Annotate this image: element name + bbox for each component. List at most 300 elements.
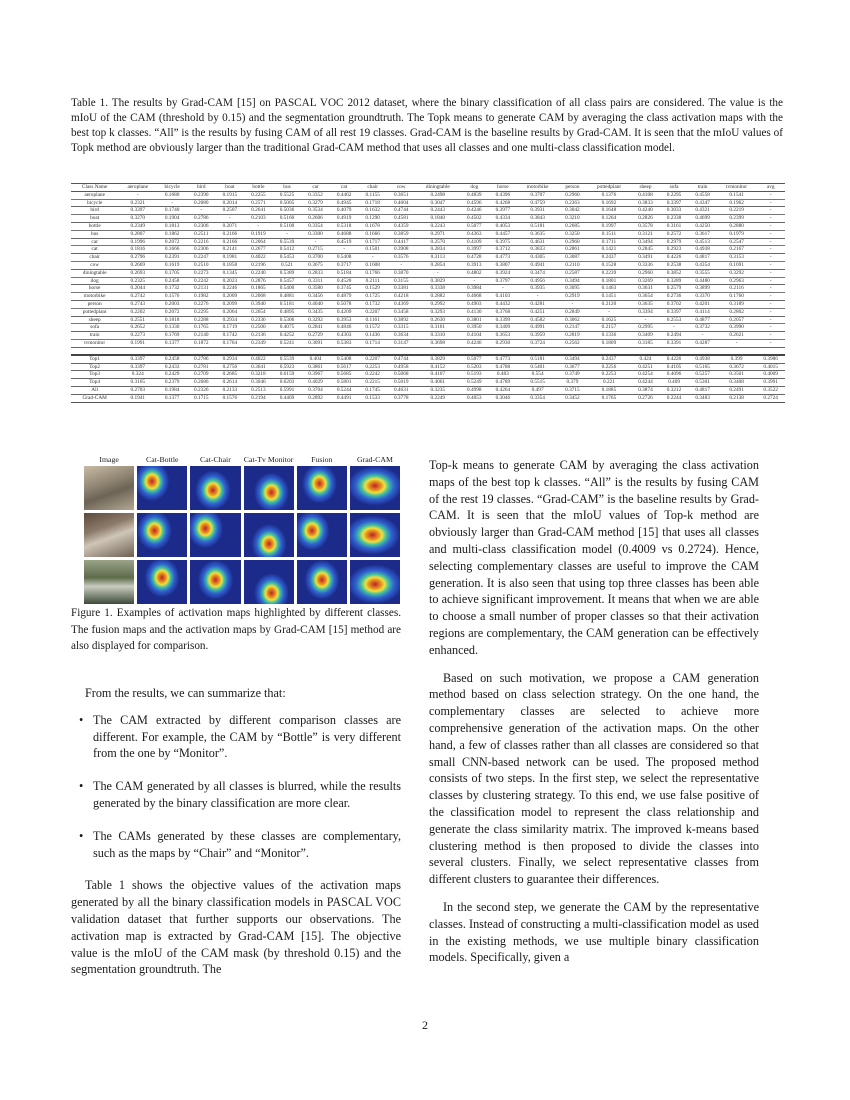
table-cell: 0.3397 [130, 207, 146, 214]
table-cell: 0.324 [131, 371, 144, 378]
table-row [71, 246, 785, 254]
table-cell: 0.5165 [695, 363, 710, 370]
table-cell: - [171, 199, 173, 206]
table-cell: 0.3095 [565, 285, 580, 292]
row-label: person [87, 300, 102, 307]
table-cell: 0.4096 [666, 371, 682, 378]
table-cell: 0.2321 [130, 199, 146, 206]
table-row [71, 300, 785, 308]
table-cell: 0.4107 [430, 371, 446, 378]
activation-map [190, 560, 240, 604]
table-cell: 0.2166 [222, 230, 238, 237]
table-cell: 0.2729 [308, 332, 323, 339]
table-cell: 0.3336 [638, 261, 653, 268]
table-cell: 0.2166 [222, 238, 238, 245]
table-cell: 0.2103 [251, 215, 266, 222]
table-cell: 0.4053 [467, 394, 482, 401]
table-cell: 0.3634 [393, 332, 409, 339]
column-header: bicycle [164, 184, 180, 190]
table-cell: 0.5068 [393, 371, 409, 378]
table-cell: 0.4699 [695, 215, 710, 222]
table-cell: 0.2131 [194, 285, 209, 292]
table-cell: 0.1705 [164, 269, 180, 276]
table-cell: 0.2243 [430, 222, 446, 229]
table-cell: 0.2306 [194, 222, 209, 229]
table-cell: 0.4009 [763, 371, 778, 378]
body-paragraph: Based on such motivation, we propose a CAM generation method based on class selection strategy. On the one hand, the complementary classes are selected to achieve more comprehensive generation of the activation maps. On the other hand, a few of classes rather than all classes are considered so that small CNN-based network can be used. The proposed method consists of two steps. In the first step, we select the representative classes by clustering strategy. To this end, we use false positive of the classification model to represent the class relationship and generate the class similarity matrix. The improved k-means based clustering method is then proposed to divide the classes into several clusters. Finally, we select representative classes from different clusters to guarantee their differences. [429, 670, 759, 887]
table-cell: 0.1161 [365, 316, 380, 323]
table-cell: 0.3397 [130, 355, 146, 362]
table-cell: 0.5181 [530, 355, 545, 362]
table-cell: 0.3165 [130, 379, 146, 386]
table-cell: 0.1996 [130, 238, 146, 245]
table-row [71, 277, 785, 285]
table-cell: 0.4246 [467, 207, 482, 214]
table-cell: 0.2249 [430, 394, 446, 401]
table-cell: 0.5515 [530, 379, 545, 386]
table-cell: 0.2110 [565, 261, 580, 268]
table-cell: 0.1529 [365, 285, 380, 292]
table-cell: - [769, 254, 772, 261]
table-cell: 0.2349 [130, 222, 146, 229]
row-label: bicycle [87, 199, 103, 206]
table-cell: 0.4846 [336, 324, 352, 331]
table-cell: 0.554 [531, 371, 544, 378]
table-cell: 0.3975 [495, 238, 511, 245]
table-cell: 0.2349 [251, 339, 266, 346]
column-header: sheep [639, 184, 652, 190]
table-cell: 0.2819 [565, 332, 580, 339]
table-cell: 0.2215 [365, 379, 380, 386]
table-cell: 0.2960 [565, 238, 580, 245]
table-cell: 0.2880 [729, 222, 744, 229]
table-cell: 0.5923 [279, 363, 295, 370]
table-cell: 0.3874 [638, 386, 653, 393]
table-cell: 0.2437 [601, 355, 617, 362]
table-cell: 0.2167 [729, 246, 744, 253]
table-cell: 0.3829 [430, 277, 446, 284]
table-cell: 0.5401 [530, 363, 545, 370]
table-cell: - [769, 238, 772, 245]
table-cell: 0.2044 [130, 285, 146, 292]
table-cell: 0.5077 [467, 355, 482, 362]
table-cell: 0.3715 [565, 386, 580, 393]
table-cell: 0.4773 [495, 355, 511, 362]
table-cell: 0.2553 [666, 316, 682, 323]
table-cell: 0.3494 [638, 238, 653, 245]
table-cell: 0.2326 [194, 386, 209, 393]
table-cell: 0.1717 [365, 238, 380, 245]
table-cell: 0.3153 [729, 254, 744, 261]
table-cell: 0.3300 [308, 230, 323, 237]
row-label: bottle [88, 222, 101, 229]
table-row [71, 394, 785, 402]
table-cell: - [769, 316, 772, 323]
activation-map [350, 466, 400, 510]
table-cell: 0.4879 [336, 293, 352, 300]
table-cell: 0.2934 [222, 355, 238, 362]
row-label: pottedplant [82, 308, 107, 315]
table-cell: 0.2743 [130, 300, 146, 307]
table-cell: 0.1541 [729, 191, 744, 198]
table-cell: 0.5991 [279, 386, 295, 393]
activation-map [244, 513, 294, 557]
table-cell: 0.3717 [336, 261, 352, 268]
column-header: tvmonitor [726, 184, 748, 190]
table-cell: 0.4802 [467, 269, 482, 276]
table-cell: 0.2253 [365, 363, 380, 370]
table-cell: 0.3913 [467, 261, 482, 268]
table-cell: 0.3698 [430, 339, 446, 346]
table-cell: 0.3269 [638, 277, 653, 284]
table-row [71, 269, 785, 277]
table-cell: - [769, 339, 772, 346]
table-row [71, 191, 785, 199]
table-cell: 0.3861 [308, 363, 323, 370]
table-cell: 0.1533 [365, 394, 380, 401]
table-cell: - [769, 324, 772, 331]
table-cell: 0.2196 [251, 261, 266, 268]
table-cell: 0.4109 [467, 238, 482, 245]
table-cell: 0.4773 [495, 254, 511, 261]
table-cell: 0.2669 [130, 261, 146, 268]
table-cell: - [769, 191, 772, 198]
table-cell: 0.3899 [695, 285, 710, 292]
table-cell: 0.3672 [729, 363, 744, 370]
table-cell: 0.1715 [194, 394, 209, 401]
table-cell: 0.3953 [336, 316, 352, 323]
table-cell: 0.3651 [393, 191, 409, 198]
table-cell: 0.4631 [393, 386, 409, 393]
table-cell: - [769, 277, 772, 284]
table-cell: 0.4513 [695, 238, 710, 245]
table-cell: 0.4604 [393, 199, 409, 206]
table-cell: 0.2572 [666, 230, 682, 237]
table-cell: 0.3653 [495, 332, 511, 339]
table-cell: 0.3807 [495, 261, 511, 268]
table-cell: 0.4226 [666, 254, 682, 261]
table-cell: 0.3397 [130, 363, 146, 370]
table-cell: 0.2306 [194, 246, 209, 253]
table-cell: 0.3935 [530, 285, 545, 292]
table-cell: 0.2136 [251, 332, 266, 339]
table-cell: - [769, 269, 772, 276]
table-cell: 0.1345 [222, 269, 238, 276]
table-cell: - [769, 308, 772, 315]
table-cell: 0.3749 [565, 371, 580, 378]
table-cell: 0.1572 [365, 324, 380, 331]
table-cell: 0.1648 [601, 207, 617, 214]
table-cell: 0.4226 [666, 355, 682, 362]
right-column [429, 457, 759, 977]
table-cell: 0.3212 [666, 386, 682, 393]
table-cell: 0.1984 [164, 386, 180, 393]
table-cell: 0.2242 [194, 277, 209, 284]
row-label: cat [91, 246, 98, 253]
table-cell: 0.2876 [251, 277, 266, 284]
table-cell: - [257, 222, 260, 229]
table-cell: 0.5525 [279, 191, 295, 198]
table-cell: 0.1919 [251, 230, 266, 237]
table-cell: 0.1528 [601, 261, 617, 268]
table-cell: 0.3474 [530, 269, 545, 276]
table-cell: 0.2072 [164, 308, 180, 315]
table-cell: 0.3456 [308, 293, 323, 300]
activation-map [350, 513, 400, 557]
table-cell: 0.4130 [467, 308, 482, 315]
row-label: horse [88, 285, 101, 292]
table-cell: 0.1632 [365, 207, 380, 214]
table-cell: 0.5389 [279, 269, 295, 276]
table-cell: 0.3354 [308, 222, 323, 229]
table-cell: 0.4491 [336, 394, 352, 401]
table-cell: 0.4457 [495, 230, 511, 237]
table-row [71, 207, 785, 215]
table-cell: 0.3399 [495, 316, 511, 323]
table-cell: 0.2140 [194, 332, 209, 339]
table-cell: 0.3967 [308, 371, 323, 378]
table-cell: 0.3409 [638, 332, 653, 339]
table-cell: 0.2882 [430, 293, 446, 300]
table-cell: 0.2194 [251, 394, 266, 401]
row-label: Top3 [89, 371, 101, 378]
table-row [71, 379, 785, 387]
column-header: diningtable [425, 184, 450, 190]
table-cell: 0.2133 [222, 386, 238, 393]
table-cell: 0.5685 [336, 371, 352, 378]
table-cell: 0.4246 [467, 339, 482, 346]
table-cell: 0.4321 [695, 207, 710, 214]
row-label: Top4 [89, 379, 101, 386]
table-cell: 0.2338 [666, 215, 682, 222]
table-cell: 0.2995 [638, 324, 653, 331]
table-cell: 0.2833 [308, 269, 323, 276]
table-cell: 0.4519 [336, 238, 352, 245]
table-cell: 0.5244 [336, 386, 352, 393]
column-header: avg [766, 184, 775, 190]
table-cell: 0.2009 [222, 293, 238, 300]
table-cell: 0.3801 [467, 316, 482, 323]
table-cell: 0.1330 [164, 324, 180, 331]
table-cell: 0.1719 [222, 324, 238, 331]
row-label: sheep [88, 316, 101, 323]
table-cell: 0.2930 [495, 339, 511, 346]
table-cell: 0.3635 [530, 230, 545, 237]
row-label: sofa [90, 324, 100, 331]
table-cell: 0.1742 [222, 332, 238, 339]
table-cell: 0.3185 [638, 339, 653, 346]
table-cell: 0.4105 [666, 363, 682, 370]
table-cell: 0.4903 [467, 300, 482, 307]
row-label: tvmonitor [84, 339, 106, 346]
table-cell: 0.1872 [194, 339, 209, 346]
table-row [71, 332, 785, 340]
table-row [71, 222, 785, 230]
table-cell: 0.1680 [164, 191, 180, 198]
table-cell: 0.3501 [729, 371, 744, 378]
table-cell: - [136, 191, 139, 198]
table-cell: 0.2685 [222, 371, 238, 378]
table-cell: 0.4596 [467, 199, 482, 206]
table-cell: 0.2685 [565, 222, 580, 229]
table-cell: 0.2500 [251, 324, 266, 331]
table-cell: - [769, 215, 772, 222]
table-cell: 0.3394 [638, 308, 653, 315]
table-cell: 0.2807 [130, 230, 146, 237]
table-cell: 0.3218 [251, 371, 266, 378]
table-cell: 0.1765 [601, 394, 617, 401]
row-label: car [91, 238, 98, 245]
table-cell: 0.2494 [666, 332, 682, 339]
left-column [71, 685, 401, 978]
table-cell: 0.1619 [164, 261, 180, 268]
table-cell: 0.3311 [308, 277, 323, 284]
table-cell: 0.4029 [308, 379, 323, 386]
table-cell: 0.4209 [336, 308, 352, 315]
table-cell: 0.3391 [666, 339, 682, 346]
table-cell: 0.1997 [601, 222, 617, 229]
table-cell: 0.2003 [164, 300, 180, 307]
activation-map [297, 513, 347, 557]
table-cell: 0.2071 [222, 222, 238, 229]
table-cell: 0.5408 [336, 355, 352, 362]
table-cell: 0.3797 [495, 277, 511, 284]
results-table [71, 183, 785, 403]
table-body [71, 191, 785, 347]
row-label: boat [90, 215, 100, 222]
row-label: All [91, 386, 99, 393]
table-cell: 0.1625 [601, 316, 617, 323]
table-cell: 0.3491 [638, 254, 653, 261]
table-cell: 0.1691 [729, 261, 744, 268]
table-cell: 0.2802 [729, 308, 744, 315]
table-cell: 0.1740 [164, 207, 180, 214]
table-cell: 0.5412 [279, 246, 295, 253]
table-cell: 0.2979 [666, 238, 682, 245]
table-cell: 0.5306 [279, 316, 295, 323]
table-cell: 0.4022 [251, 355, 266, 362]
table-cell: 0.2498 [430, 191, 446, 198]
table-cell: 0.1862 [164, 230, 180, 237]
table-cell: 0.5160 [279, 215, 295, 222]
table-cell: 0.3381 [393, 285, 409, 292]
table-cell: 0.2379 [164, 379, 180, 386]
table-cell: 0.1801 [601, 277, 617, 284]
table-cell: 0.3161 [666, 222, 682, 229]
table-cell: 0.3458 [393, 308, 409, 315]
table-cell: 0.2756 [222, 363, 238, 370]
row-label: motorbike [83, 293, 106, 300]
table-cell: 0.2246 [222, 285, 238, 292]
table-cell: 0.3494 [565, 277, 580, 284]
column-header: horse [497, 184, 509, 190]
table-cell: 0.2244 [666, 394, 682, 401]
table-cell: 0.2443 [430, 207, 446, 214]
table-cell: 0.1725 [365, 293, 380, 300]
table-cell: 0.1377 [164, 339, 180, 346]
figure-row [84, 466, 400, 510]
table-cell: 0.2971 [430, 230, 446, 237]
row-label: Top1 [89, 355, 101, 362]
table-header-row [71, 184, 785, 192]
table-cell: 0.2239 [601, 269, 617, 276]
table-cell: 0.1451 [601, 293, 617, 300]
table-cell: 0.5249 [467, 379, 482, 386]
table-row [71, 363, 785, 371]
summary-intro: From the results, we can summarize that: [85, 686, 286, 700]
table-cell: 0.2242 [365, 371, 380, 378]
table-cell: 0.4817 [695, 386, 710, 393]
activation-map [137, 560, 187, 604]
table-cell: 0.3091 [308, 339, 323, 346]
table-cell: 0.2709 [194, 371, 209, 378]
table-cell: 0.3161 [430, 324, 446, 331]
row-label: chair [89, 254, 100, 261]
table-cell: 0.3991 [763, 379, 778, 386]
table-cell: 0.1732 [164, 285, 180, 292]
row-label: Grad-CAM [82, 394, 107, 401]
table-cell: 0.1463 [601, 285, 617, 292]
column-header: train [697, 184, 708, 190]
table-cell: 0.5078 [336, 300, 352, 307]
table-cell: 0.1769 [164, 332, 180, 339]
table-cell: 0.3293 [430, 308, 446, 315]
table-cell: 0.4941 [530, 261, 545, 268]
table-cell: 0.2253 [601, 371, 617, 378]
table-cell: 0.4881 [279, 293, 295, 300]
table-cell: 0.1608 [365, 261, 380, 268]
table-cell: 0.1714 [365, 339, 380, 346]
table-row [71, 339, 785, 347]
column-header: dog [470, 184, 479, 190]
table-cell: 0.1692 [601, 199, 617, 206]
table-cell: 0.1745 [365, 386, 380, 393]
table-cell: 0.4631 [530, 238, 545, 245]
table-cell: - [343, 246, 345, 253]
table-cell: 0.3189 [729, 300, 744, 307]
table-cell: 0.3121 [638, 230, 653, 237]
table-cell: 0.3397 [666, 199, 682, 206]
table-cell: 0.1501 [365, 246, 380, 253]
table-cell: - [536, 293, 539, 300]
table-cell: - [769, 246, 772, 253]
table-cell: 0.2571 [251, 199, 266, 206]
table-cell: 0.2630 [430, 316, 446, 323]
table-cell: 0.4240 [638, 207, 653, 214]
table-cell: 0.3534 [308, 207, 323, 214]
table-cell: 0.2157 [601, 324, 617, 331]
figure-image-grid [84, 466, 400, 604]
table-cell: - [769, 332, 772, 339]
table-cell: 0.3580 [308, 285, 323, 292]
table-row [71, 386, 785, 394]
table-cell: 0.1818 [164, 316, 180, 323]
table-cell: 0.4432 [495, 300, 511, 307]
table-cell: 0.2138 [729, 394, 744, 401]
table-cell: 0.2547 [729, 238, 744, 245]
table-cell: 0.1809 [601, 339, 617, 346]
table-cell: 0.2796 [130, 254, 146, 261]
table-cell: 0.4895 [279, 308, 295, 315]
table-cell: 0.5005 [279, 199, 295, 206]
table-cell: 0.3046 [251, 379, 266, 386]
table-cell: 0.5181 [530, 222, 545, 229]
table-cell: 0.1290 [365, 215, 380, 222]
table-cell: 0.3315 [393, 324, 409, 331]
table-cell: 0.1678 [365, 222, 380, 229]
table-cell: 0.2992 [430, 300, 446, 307]
table-cell: 0.497 [531, 386, 544, 393]
